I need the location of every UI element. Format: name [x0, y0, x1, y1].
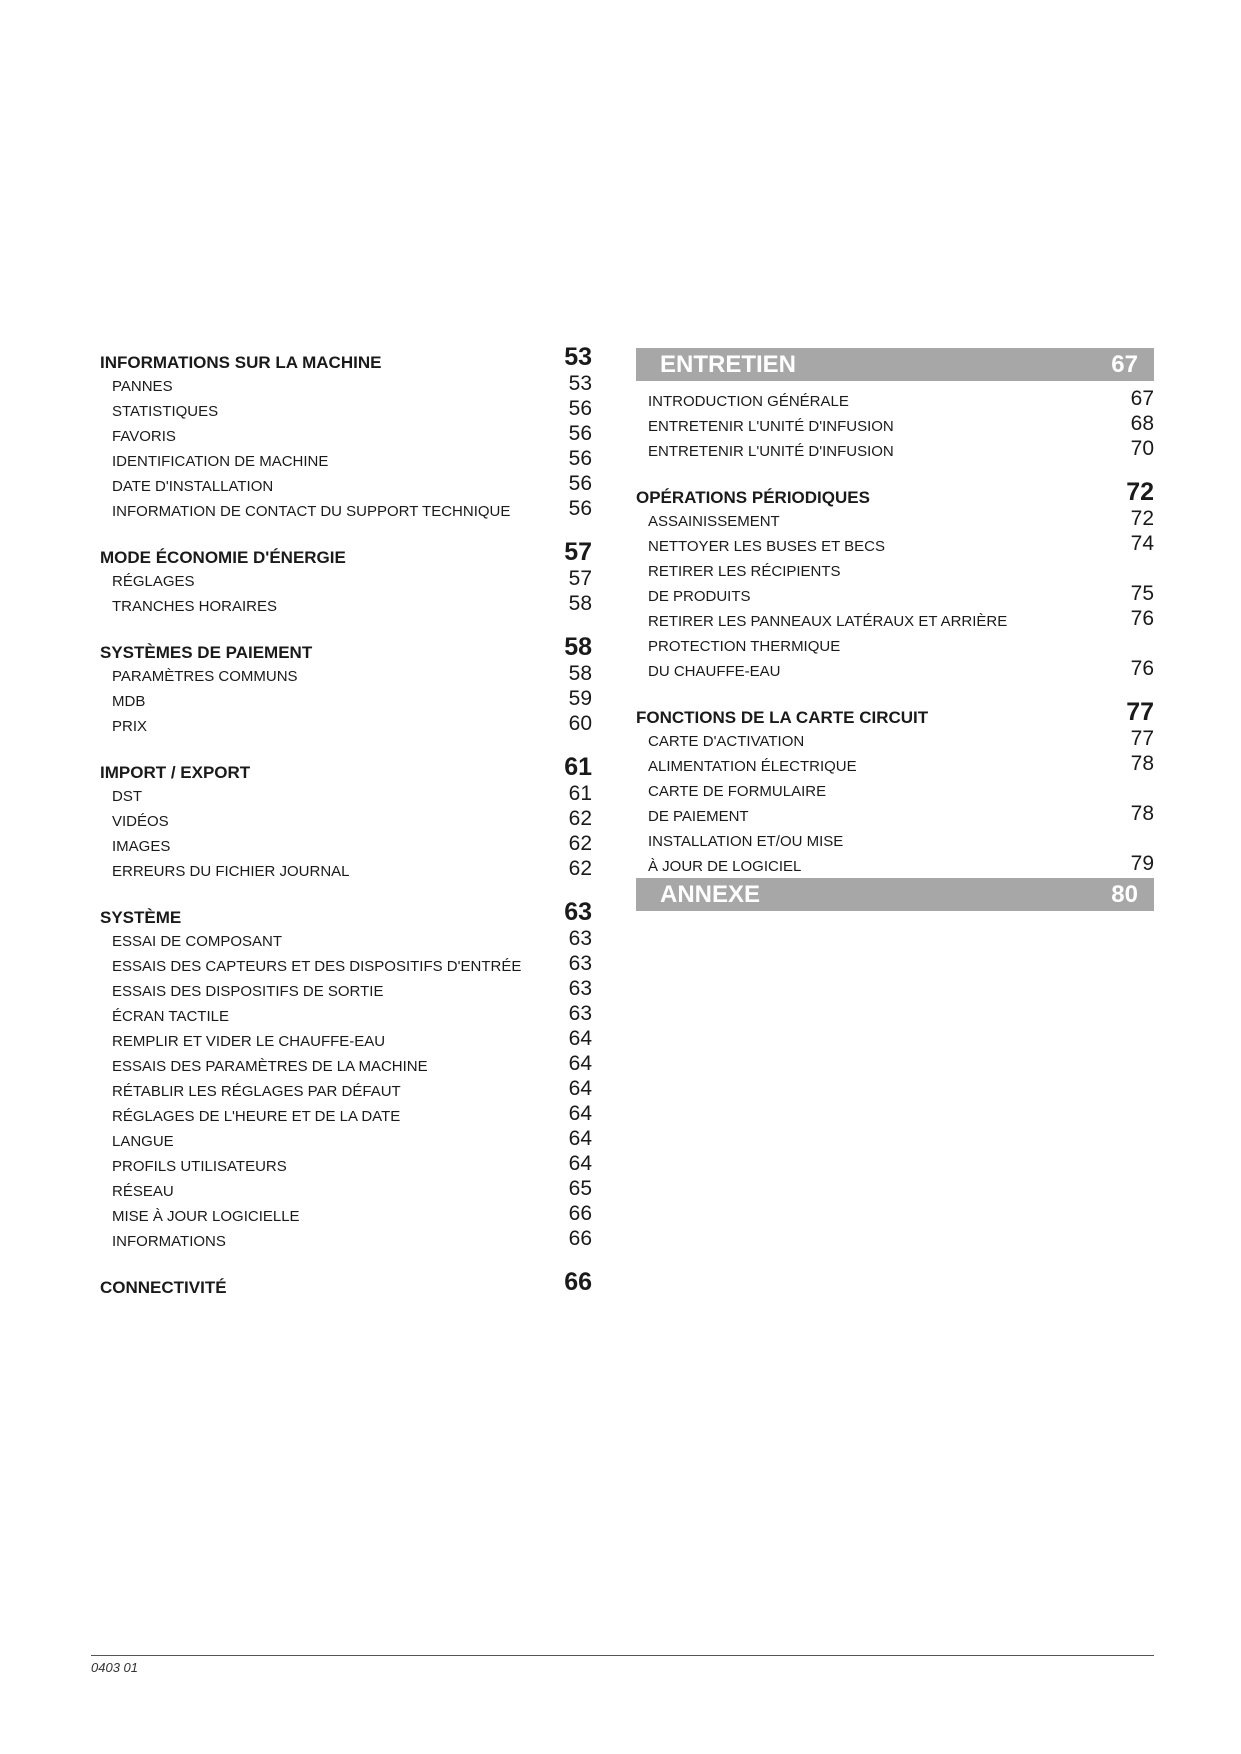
entry-page-number: 58	[568, 592, 592, 615]
entry-title: RÉSEAU	[112, 1183, 174, 1200]
entry-title: LANGUE	[112, 1133, 174, 1150]
entry-page-number: 64	[568, 1102, 592, 1125]
entry-title: ENTRETENIR L'UNITÉ D'INFUSION	[648, 418, 894, 435]
entry-title: CARTE DE FORMULAIRE	[648, 783, 827, 800]
entry-title: VIDÉOS	[112, 813, 169, 830]
section-title: CONNECTIVITÉ	[100, 1278, 227, 1297]
entry-page-number: 61	[568, 782, 592, 805]
entry-page-number: 72	[1130, 507, 1154, 530]
entry-page-number: 56	[568, 497, 592, 520]
entry-page-number: 64	[568, 1027, 592, 1050]
entry-page-number: 64	[568, 1052, 592, 1075]
toc-band-annexe[interactable]	[636, 878, 1154, 911]
entry-page-number: 68	[1130, 412, 1154, 435]
entry-page-number: 58	[568, 662, 592, 685]
entry-page-number: 53	[568, 372, 592, 395]
entry-page-number: 74	[1130, 532, 1154, 555]
entry-title: TRANCHES HORAIRES	[112, 598, 278, 615]
entry-page-number: 66	[568, 1227, 592, 1250]
entry-title: NETTOYER LES BUSES ET BECS	[648, 538, 886, 555]
entry-page-number: 60	[568, 712, 592, 735]
entry-page-number: 65	[568, 1177, 592, 1200]
entry-title: ERREURS DU FICHIER JOURNAL	[112, 863, 350, 880]
entry-title: ESSAIS DES PARAMÈTRES DE LA MACHINE	[112, 1058, 428, 1075]
entry-title: ASSAINISSEMENT	[648, 513, 780, 530]
entry-page-number: 63	[568, 952, 592, 975]
entry-page-number: 63	[568, 927, 592, 950]
entry-title: DST	[112, 788, 142, 805]
section-title: MODE ÉCONOMIE D'ÉNERGIE	[100, 548, 346, 567]
entry-title: PANNES	[112, 378, 173, 395]
entry-title: FAVORIS	[112, 428, 176, 445]
entry-page-number: 56	[568, 472, 592, 495]
entry-title: RETIRER LES PANNEAUX LATÉRAUX ET ARRIÈRE	[648, 613, 1008, 630]
entry-page-number: 64	[568, 1152, 592, 1175]
section-title: INFORMATIONS SUR LA MACHINE	[100, 353, 382, 372]
entry-page-number: 76	[1130, 607, 1154, 630]
footer-code: 0403 01	[91, 1660, 138, 1675]
entry-page-number: 64	[568, 1127, 592, 1150]
entry-page-number: 59	[568, 687, 592, 710]
entry-title: INFORMATION DE CONTACT DU SUPPORT TECHNIQUE	[112, 503, 511, 520]
entry-title: ALIMENTATION ÉLECTRIQUE	[648, 758, 857, 775]
entry-page-number: 62	[568, 807, 592, 830]
section-page-number: 77	[1126, 698, 1154, 726]
section-title: IMPORT / EXPORT	[100, 763, 251, 782]
entry-title: PROTECTION THERMIQUE	[648, 638, 841, 655]
entry-title: DE PRODUITS	[648, 588, 751, 605]
entry-title: PRIX	[112, 718, 148, 735]
band-annexe-title: ANNEXE	[660, 881, 761, 908]
entry-title: RÉTABLIR LES RÉGLAGES PAR DÉFAUT	[112, 1083, 401, 1100]
entry-title: CARTE D'ACTIVATION	[648, 733, 805, 750]
entry-title: ESSAI DE COMPOSANT	[112, 933, 283, 950]
entry-page-number: 79	[1130, 852, 1154, 875]
entry-page-number: 56	[568, 422, 592, 445]
entry-page-number: 62	[568, 857, 592, 880]
entry-title: DATE D'INSTALLATION	[112, 478, 274, 495]
section-page-number: 63	[564, 898, 592, 926]
section-title: SYSTÈMES DE PAIEMENT	[100, 643, 313, 662]
entry-title: RÉGLAGES DE L'HEURE ET DE LA DATE	[112, 1108, 401, 1125]
section-page-number: 57	[564, 538, 592, 566]
entry-title: REMPLIR ET VIDER LE CHAUFFE-EAU	[112, 1033, 386, 1050]
entry-page-number: 75	[1130, 582, 1154, 605]
entry-page-number: 56	[568, 397, 592, 420]
entry-page-number: 64	[568, 1077, 592, 1100]
section-title: SYSTÈME	[100, 908, 182, 927]
entry-page-number: 78	[1130, 752, 1154, 775]
band-entretien-title: ENTRETIEN	[660, 351, 797, 378]
toc-band-entretien[interactable]	[636, 348, 1154, 381]
entry-page-number: 62	[568, 832, 592, 855]
entry-title: INFORMATIONS	[112, 1233, 226, 1250]
entry-page-number: 63	[568, 977, 592, 1000]
entry-title: RÉGLAGES	[112, 573, 195, 590]
entry-page-number: 76	[1130, 657, 1154, 680]
band-annexe-page: 80	[1111, 881, 1138, 908]
section-page-number: 72	[1126, 478, 1154, 506]
section-page-number: 61	[564, 753, 592, 781]
entry-title: INTRODUCTION GÉNÉRALE	[648, 393, 849, 410]
entry-title: INSTALLATION ET/OU MISE	[648, 833, 844, 850]
footer-divider	[91, 1655, 1154, 1656]
section-page-number: 58	[564, 633, 592, 661]
section-page-number: 53	[564, 343, 592, 371]
band-entretien-page: 67	[1111, 351, 1138, 378]
entry-title: ENTRETENIR L'UNITÉ D'INFUSION	[648, 443, 894, 460]
entry-page-number: 70	[1130, 437, 1154, 460]
entry-title: IMAGES	[112, 838, 171, 855]
entry-page-number: 77	[1130, 727, 1154, 750]
entry-page-number: 67	[1130, 387, 1154, 410]
entry-title: RETIRER LES RÉCIPIENTS	[648, 563, 841, 580]
entry-title: DE PAIEMENT	[648, 808, 749, 825]
entry-title: DU CHAUFFE-EAU	[648, 663, 781, 680]
entry-page-number: 57	[568, 567, 592, 590]
section-page-number: 66	[564, 1268, 592, 1296]
entry-title: IDENTIFICATION DE MACHINE	[112, 453, 329, 470]
entry-title: ESSAIS DES DISPOSITIFS DE SORTIE	[112, 983, 384, 1000]
entry-title: ÉCRAN TACTILE	[112, 1008, 229, 1025]
entry-title: STATISTIQUES	[112, 403, 219, 420]
entry-page-number: 78	[1130, 802, 1154, 825]
entry-title: PARAMÈTRES COMMUNS	[112, 668, 298, 685]
section-title: OPÉRATIONS PÉRIODIQUES	[636, 488, 870, 507]
entry-title: MISE À JOUR LOGICIELLE	[112, 1208, 300, 1225]
entry-title: À JOUR DE LOGICIEL	[648, 858, 802, 875]
entry-title: MDB	[112, 693, 146, 710]
entry-title: ESSAIS DES CAPTEURS ET DES DISPOSITIFS D'ENTRÉE	[112, 958, 522, 975]
entry-page-number: 56	[568, 447, 592, 470]
section-title: FONCTIONS DE LA CARTE CIRCUIT	[636, 708, 929, 727]
entry-title: PROFILS UTILISATEURS	[112, 1158, 287, 1175]
entry-page-number: 66	[568, 1202, 592, 1225]
entry-page-number: 63	[568, 1002, 592, 1025]
